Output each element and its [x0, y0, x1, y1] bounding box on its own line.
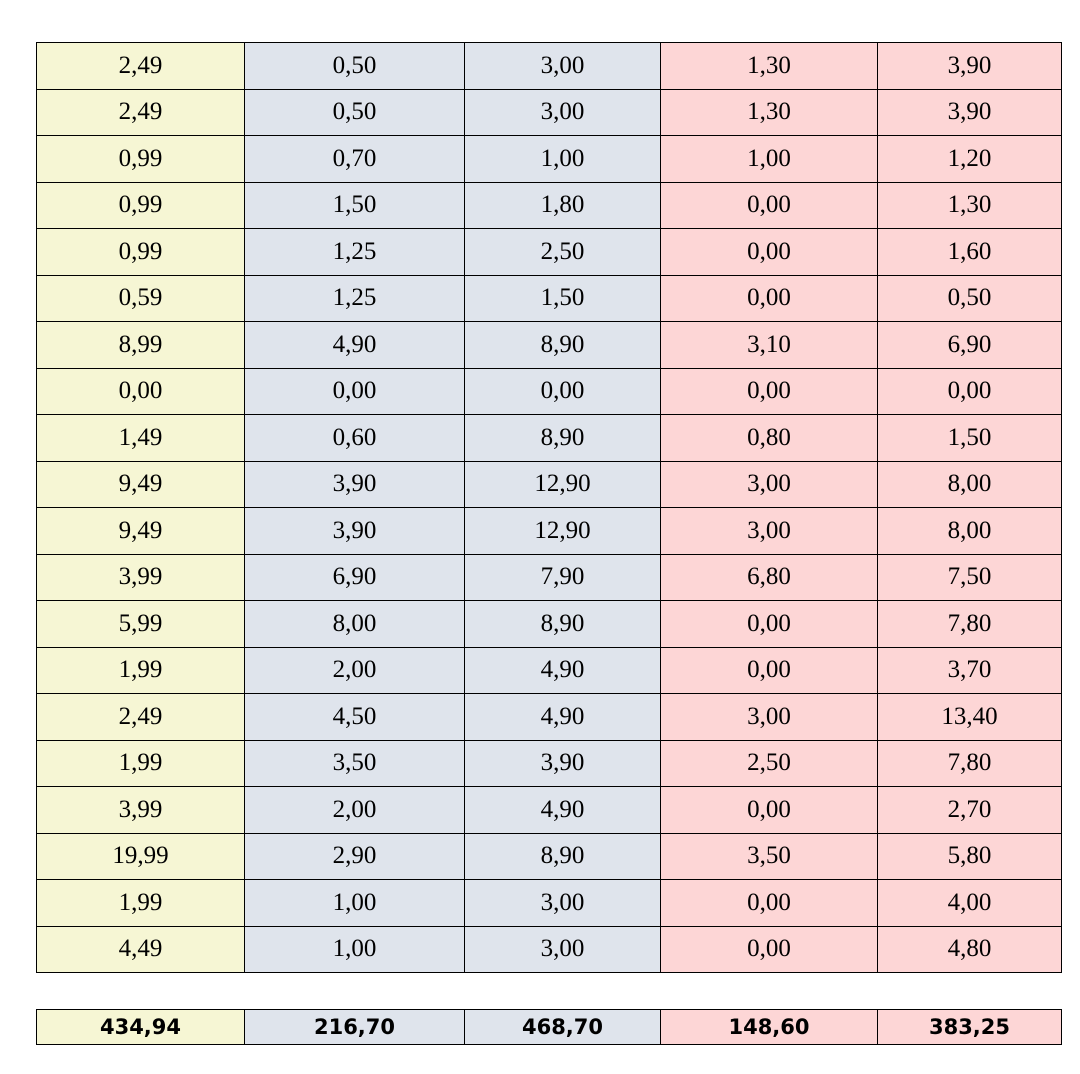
- table-cell: 9,49: [37, 461, 245, 508]
- table-cell: 3,90: [245, 461, 465, 508]
- table-cell: 3,00: [465, 89, 661, 136]
- table-cell: 3,50: [245, 740, 465, 787]
- table-cell: 2,00: [245, 787, 465, 834]
- table-cell: 1,00: [465, 136, 661, 183]
- table-row: [37, 89, 1062, 136]
- table-row: [37, 787, 1062, 834]
- table-cell: 12,90: [465, 461, 661, 508]
- table-row: [37, 647, 1062, 694]
- table-cell: 0,00: [661, 647, 878, 694]
- table-row: [37, 182, 1062, 229]
- table-cell: 3,00: [661, 461, 878, 508]
- table-cell: 3,90: [878, 43, 1062, 90]
- table-row: [37, 694, 1062, 741]
- table-cell: 5,80: [878, 833, 1062, 880]
- table-cell: 4,49: [37, 926, 245, 973]
- table-cell: 7,90: [465, 554, 661, 601]
- total-cell-1: 434,94: [37, 1010, 245, 1045]
- table-cell: 0,60: [245, 415, 465, 462]
- table-cell: 0,70: [245, 136, 465, 183]
- table-cell: 1,80: [465, 182, 661, 229]
- table-cell: 13,40: [878, 694, 1062, 741]
- table-row: [37, 415, 1062, 462]
- table-cell: 1,49: [37, 415, 245, 462]
- table-cell: 3,90: [245, 508, 465, 555]
- table-row: [37, 880, 1062, 927]
- table-cell: 4,90: [465, 787, 661, 834]
- table-cell: 3,00: [465, 43, 661, 90]
- table-cell: 3,00: [661, 694, 878, 741]
- table-cell: 12,90: [465, 508, 661, 555]
- table-cell: 0,00: [245, 368, 465, 415]
- table-cell: 8,90: [465, 322, 661, 369]
- table-cell: 1,30: [661, 89, 878, 136]
- table-cell: 7,80: [878, 740, 1062, 787]
- table-cell: 8,00: [878, 461, 1062, 508]
- table-cell: 0,00: [661, 182, 878, 229]
- table-cell: 6,90: [245, 554, 465, 601]
- table-cell: 8,90: [465, 415, 661, 462]
- table-row: [37, 43, 1062, 90]
- table-cell: 0,00: [661, 880, 878, 927]
- table-row: [37, 508, 1062, 555]
- table-cell: 0,00: [661, 926, 878, 973]
- table-row: [37, 322, 1062, 369]
- table-cell: 3,99: [37, 554, 245, 601]
- table-cell: 0,50: [245, 43, 465, 90]
- table-cell: 2,00: [245, 647, 465, 694]
- table-row: [37, 833, 1062, 880]
- table-cell: 0,00: [878, 368, 1062, 415]
- table-row: [37, 740, 1062, 787]
- table-cell: 3,10: [661, 322, 878, 369]
- table-cell: 1,99: [37, 880, 245, 927]
- table-cell: 1,25: [245, 275, 465, 322]
- table-row: [37, 136, 1062, 183]
- table-cell: 7,80: [878, 601, 1062, 648]
- table-cell: 2,50: [465, 229, 661, 276]
- table-cell: 1,50: [878, 415, 1062, 462]
- table-cell: 6,80: [661, 554, 878, 601]
- table-cell: 1,00: [245, 926, 465, 973]
- table-cell: 1,30: [878, 182, 1062, 229]
- table-cell: 3,50: [661, 833, 878, 880]
- table-cell: 2,70: [878, 787, 1062, 834]
- table-cell: 3,90: [878, 89, 1062, 136]
- table-cell: 3,00: [661, 508, 878, 555]
- table-cell: 8,00: [245, 601, 465, 648]
- table-row: [37, 368, 1062, 415]
- table-cell: 0,50: [245, 89, 465, 136]
- table-cell: 3,00: [465, 880, 661, 927]
- table-cell: 0,99: [37, 136, 245, 183]
- table-cell: 1,00: [245, 880, 465, 927]
- table-cell: 0,00: [661, 368, 878, 415]
- table-cell: 0,59: [37, 275, 245, 322]
- table-row: [37, 554, 1062, 601]
- table-cell: 1,20: [878, 136, 1062, 183]
- table-cell: 2,49: [37, 43, 245, 90]
- table-cell: 8,90: [465, 601, 661, 648]
- table-cell: 5,99: [37, 601, 245, 648]
- table-cell: 7,50: [878, 554, 1062, 601]
- table-row: [37, 461, 1062, 508]
- table-cell: 2,50: [661, 740, 878, 787]
- table-cell: 3,00: [465, 926, 661, 973]
- table-cell: 1,99: [37, 740, 245, 787]
- table-cell: 3,99: [37, 787, 245, 834]
- table-cell: 1,25: [245, 229, 465, 276]
- total-cell-5: 383,25: [878, 1010, 1062, 1045]
- totals-table: [36, 1009, 1062, 1045]
- table-cell: 6,90: [878, 322, 1062, 369]
- table-cell: 2,90: [245, 833, 465, 880]
- table-cell: 0,00: [37, 368, 245, 415]
- table-cell: 1,60: [878, 229, 1062, 276]
- table-cell: 4,50: [245, 694, 465, 741]
- table-cell: 3,90: [465, 740, 661, 787]
- totals-row: [37, 1010, 1062, 1045]
- table-row: [37, 275, 1062, 322]
- table-cell: 8,99: [37, 322, 245, 369]
- table-cell: 1,50: [245, 182, 465, 229]
- total-cell-4: 148,60: [661, 1010, 878, 1045]
- table-row: [37, 926, 1062, 973]
- table-row: [37, 229, 1062, 276]
- table-cell: 8,00: [878, 508, 1062, 555]
- price-table-body: [37, 43, 1062, 973]
- table-cell: 3,70: [878, 647, 1062, 694]
- table-cell: 1,99: [37, 647, 245, 694]
- table-row: [37, 601, 1062, 648]
- table-cell: 1,30: [661, 43, 878, 90]
- table-cell: 0,00: [661, 229, 878, 276]
- price-table: [36, 42, 1062, 973]
- table-cell: 0,00: [661, 601, 878, 648]
- table-cell: 4,00: [878, 880, 1062, 927]
- table-cell: 4,80: [878, 926, 1062, 973]
- table-cell: 9,49: [37, 508, 245, 555]
- table-cell: 2,49: [37, 89, 245, 136]
- table-cell: 0,00: [465, 368, 661, 415]
- table-cell: 1,50: [465, 275, 661, 322]
- total-cell-2: 216,70: [245, 1010, 465, 1045]
- table-cell: 0,00: [661, 787, 878, 834]
- table-cell: 0,00: [661, 275, 878, 322]
- table-cell: 4,90: [245, 322, 465, 369]
- table-cell: 2,49: [37, 694, 245, 741]
- table-cell: 19,99: [37, 833, 245, 880]
- table-cell: 4,90: [465, 647, 661, 694]
- table-cell: 0,99: [37, 229, 245, 276]
- table-cell: 4,90: [465, 694, 661, 741]
- table-cell: 1,00: [661, 136, 878, 183]
- table-cell: 0,99: [37, 182, 245, 229]
- total-cell-3: 468,70: [465, 1010, 661, 1045]
- table-cell: 0,80: [661, 415, 878, 462]
- table-cell: 8,90: [465, 833, 661, 880]
- table-cell: 0,50: [878, 275, 1062, 322]
